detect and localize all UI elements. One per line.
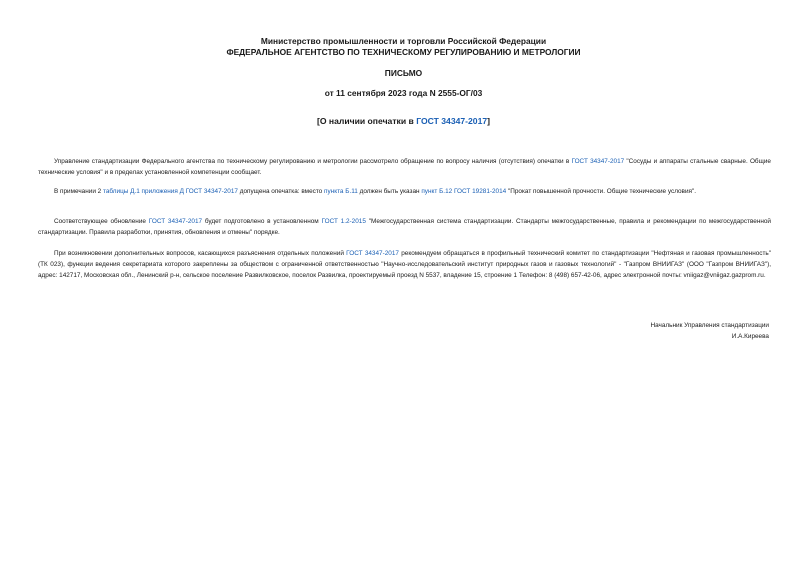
subject-suffix: ] [487,116,491,126]
document-type: ПИСЬМО [384,68,423,78]
subject-gost-link[interactable]: ГОСТ 34347-2017 [416,116,488,126]
p2-text-2: допущена опечатка: вместо [237,188,325,195]
signature-name: И.А.Киреева [731,333,769,340]
p2-text-1: В примечании 2 [54,188,104,195]
p1-text-1: Управление стандартизации Федерального агентства по техническому регулированию и метрологии рассмотрело обращение по вопросу наличия (отсутствия) опечатки в [54,158,572,165]
p4-gost-link[interactable]: ГОСТ 34347-2017 [346,250,399,257]
p1-gost-link[interactable]: ГОСТ 34347-2017 [571,158,625,165]
ministry-title: Министерство промышленности и торговли Российской Федерации [260,36,547,46]
p3-gost-link[interactable]: ГОСТ 34347-2017 [148,218,203,225]
p2-clause-b12-link[interactable]: пункт Б.12 ГОСТ 19281-2014 [421,188,507,195]
p1-text-2: "Сосуды и аппараты стальные сварные. Общие технические условия" и в пределах установленной компетенции сообщает. [38,158,771,176]
p3-gost-1-2-link[interactable]: ГОСТ 1.2-2015 [321,218,366,225]
p4-text-2: рекомендуем обращаться в профильный технический комитет по стандартизации "Нефтяная и газовая промышленность" (ТК 023), функции ведения секретариата которого закреплены за обществом с ограниченной ответственностью "Научно-исследовательский институт природных газов и газовых технологий" - "Газпром ВНИИГАЗ" (ООО "Газпром ВНИИГАЗ"), адрес: 142717, Московская обл., Ленинский р-н, сельское поселение Развилковское, поселок Развилка, проектируемый проезд N 5537, владение 15, строение 1 Телефон: 8 (498) 657-42-06, адрес электронной почты: vniigaz@vniigaz.gazprom.ru. [38,250,771,279]
document-subject [0,116,807,127]
p2-table-link[interactable]: таблицы Д.1 приложения Д ГОСТ 34347-2017 [103,188,238,195]
p3-text-2: будет подготовлено в установленном [202,218,322,225]
p4-text-1: При возникновении дополнительных вопросов, касающихся разъяснения отдельных положений [54,250,347,257]
p2-text-4: "Прокат повышенной прочности. Общие технические условия". [506,188,697,195]
signature-title: Начальник Управления стандартизации [650,322,769,329]
agency-title: ФЕДЕРАЛЬНОЕ АГЕНТСТВО ПО ТЕХНИЧЕСКОМУ РЕГУЛИРОВАНИЮ И МЕТРОЛОГИИ [226,47,581,57]
p3-text-3: "Межгосударственная система стандартизации. Стандарты межгосударственные, правила и рекомендации по межгосударственной стандартизации. Правила разработки, принятия, обновления и отмены" порядке. [38,218,772,236]
p2-text-3: должен быть указан [357,188,422,195]
document-date-number: от 11 сентября 2023 года N 2555-ОГ/03 [324,88,483,98]
paragraph-3 [38,216,771,238]
paragraph-1 [38,156,771,178]
subject-prefix: [О наличии опечатки в [316,116,417,126]
p3-text-1: Соответствующее обновление [54,218,149,225]
paragraph-4 [38,248,771,281]
p2-clause-b11-link[interactable]: пункта Б.11 [324,188,358,195]
paragraph-2 [38,186,771,197]
